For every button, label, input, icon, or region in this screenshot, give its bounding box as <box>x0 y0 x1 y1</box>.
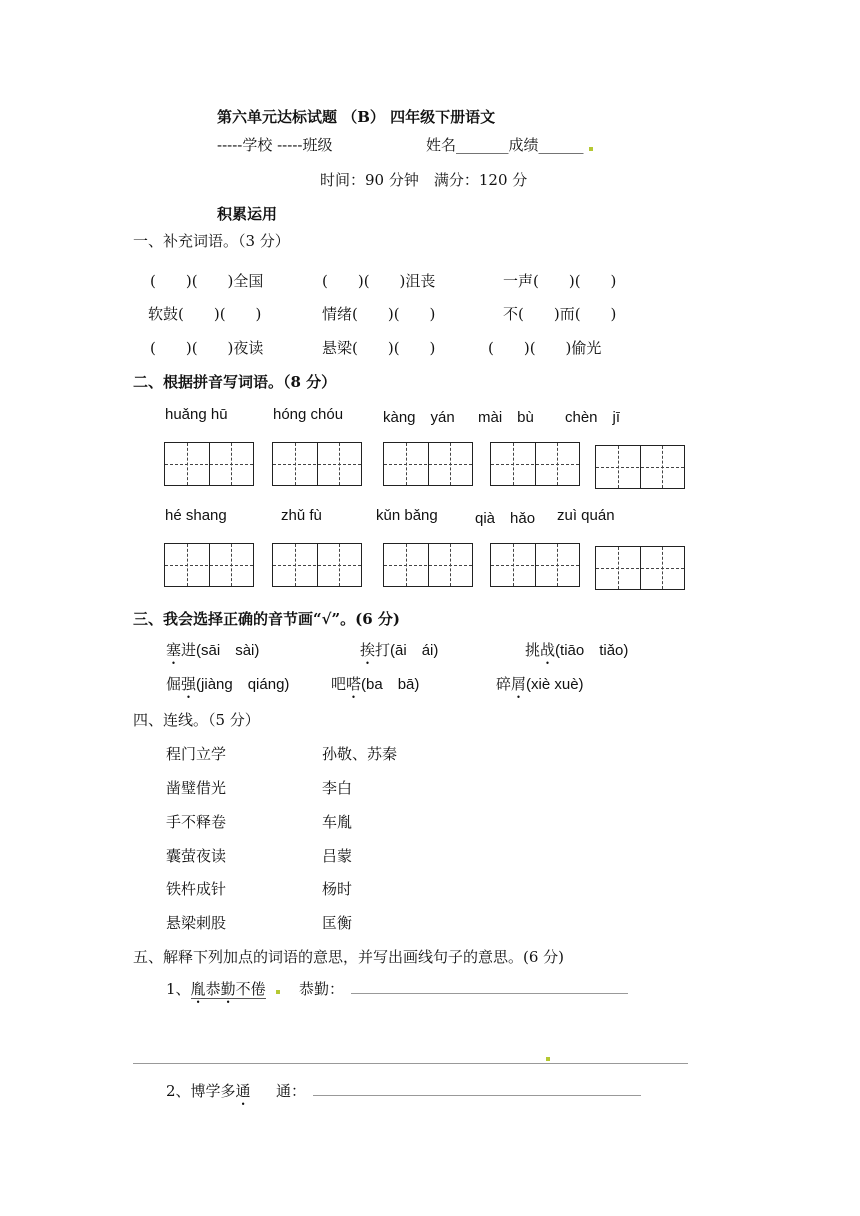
pinyin-label: qià hǎo <box>475 510 536 527</box>
match-left-item[interactable]: 手不释卷 <box>166 813 227 831</box>
q3-item[interactable]: 挨打(āi ái) <box>360 641 439 659</box>
pinyin-label: kǔn bǎng <box>376 507 438 524</box>
writing-grid[interactable] <box>595 546 685 590</box>
q3-item[interactable]: 倔强(jiàng qiáng) <box>166 675 290 693</box>
writing-grid[interactable] <box>164 543 254 587</box>
q1-item: ( )( )偷光 <box>488 339 602 357</box>
answer-line[interactable] <box>313 1095 641 1096</box>
match-left-item[interactable]: 囊萤夜读 <box>166 847 227 865</box>
writing-grid[interactable] <box>490 543 580 587</box>
writing-grid[interactable] <box>383 442 473 486</box>
match-left-item[interactable]: 凿璧借光 <box>166 779 227 797</box>
pinyin-label: hóng chóu <box>273 406 344 423</box>
match-right-item[interactable]: 车胤 <box>322 813 353 831</box>
q1-item: 悬梁( )( ) <box>322 339 436 357</box>
q1-item: 情绪( )( ) <box>322 305 436 323</box>
q5-title: 五、解释下列加点的词语的意思，并写出画线句子的意思。(6 分) <box>133 948 565 966</box>
q1-item: ( )( )全国 <box>150 272 264 290</box>
match-left-item[interactable]: 程门立学 <box>166 745 227 763</box>
q1-item: 不( )而( ) <box>503 305 617 323</box>
answer-line[interactable] <box>133 1063 688 1064</box>
q5-item-2-label: 通： <box>276 1082 307 1100</box>
pinyin-label: hé shang <box>165 507 227 524</box>
match-right-item[interactable]: 杨时 <box>322 880 353 898</box>
q3-item[interactable]: 塞进(sāi sài) <box>166 641 260 659</box>
writing-grid[interactable] <box>164 442 254 486</box>
name-score-line: 姓名_______成绩______ <box>426 136 584 154</box>
q5-item-1: 1、胤恭勤不倦 <box>166 980 266 998</box>
q3-title: 三、我会选择正确的音节画“√”。(6 分) <box>133 610 400 628</box>
q1-item: 软鼓( )( ) <box>148 305 262 323</box>
marker-dot <box>546 1057 550 1061</box>
writing-grid[interactable] <box>383 543 473 587</box>
match-right-item[interactable]: 匡衡 <box>322 914 353 932</box>
q3-item[interactable]: 挑战(tiāo tiǎo) <box>525 641 629 659</box>
answer-line[interactable] <box>351 993 628 994</box>
match-left-item[interactable]: 悬梁刺股 <box>166 914 227 932</box>
marker-dot <box>589 147 593 151</box>
writing-grid[interactable] <box>490 442 580 486</box>
match-right-item[interactable]: 孙敬、苏秦 <box>322 745 398 763</box>
q1-item: ( )( )沮丧 <box>322 272 436 290</box>
pinyin-label: zhǔ fù <box>281 507 322 524</box>
writing-grid[interactable] <box>272 543 362 587</box>
match-right-item[interactable]: 吕蒙 <box>322 847 353 865</box>
marker-dot <box>276 990 280 994</box>
q3-item[interactable]: 碎屑(xiè xuè) <box>496 675 584 693</box>
pinyin-label: mài bù <box>478 409 534 426</box>
q5-item-2: 2、博学多通 <box>166 1082 251 1100</box>
q3-item[interactable]: 吧嗒(ba bā) <box>331 675 420 693</box>
match-right-item[interactable]: 李白 <box>322 779 353 797</box>
q1-item: ( )( )夜读 <box>150 339 264 357</box>
q2-title: 二、根据拼音写词语。（8 分） <box>133 373 337 391</box>
page-title: 第六单元达标试题 （B） 四年级下册语文 <box>217 108 496 126</box>
pinyin-label: huǎng hū <box>165 406 228 423</box>
pinyin-label: zuì quán <box>557 507 615 524</box>
part-title: 积累运用 <box>217 205 278 223</box>
q5-item-1-label: 恭勤： <box>299 980 345 998</box>
match-left-item[interactable]: 铁杵成针 <box>166 880 227 898</box>
school-class-line: -----学校 -----班级 <box>217 136 333 154</box>
q1-title: 一、补充词语。（3 分） <box>133 232 290 250</box>
writing-grid[interactable] <box>595 445 685 489</box>
time-line: 时间：90 分钟 满分：120 分 <box>320 171 528 189</box>
writing-grid[interactable] <box>272 442 362 486</box>
q4-title: 四、连线。（5 分） <box>133 711 260 729</box>
q1-item: 一声( )( ) <box>503 272 617 290</box>
pinyin-label: chèn jī <box>565 409 621 426</box>
pinyin-label: kàng yán <box>383 409 455 426</box>
